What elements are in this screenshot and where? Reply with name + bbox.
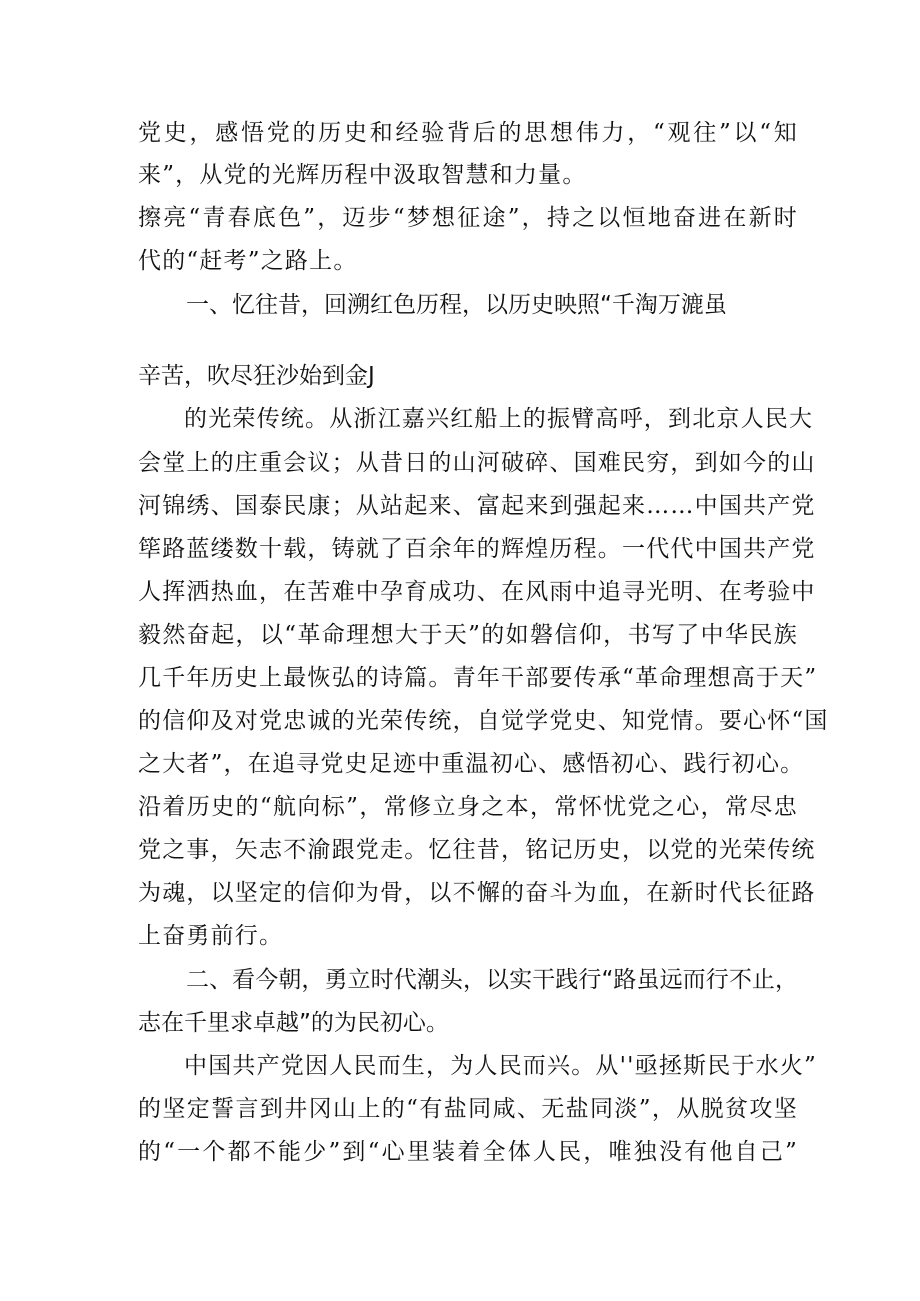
body-text-line: 党之事，矢志不渝跟党走。忆往昔，铭记历史，以党的光荣传统 xyxy=(138,837,816,863)
body-text-line: 来”，从党的光辉历程中汲取智慧和力量。 xyxy=(138,162,587,188)
section-heading: 二、看今朝，勇立时代潮头，以实干践行“路虽远而行不止， xyxy=(186,967,798,993)
body-text-line: 筚路蓝缕数十载，铸就了百余年的辉煌历程。一代代中国共产党 xyxy=(138,536,816,562)
body-text-line: 的坚定誓言到井冈山上的“有盐同咸、无盐同淡”，从脱贫攻坚 xyxy=(138,1096,798,1122)
body-text-line: 代的“赶考”之路上。 xyxy=(138,248,358,274)
body-text-line: 的光荣传统。从浙江嘉兴红船上的振臂高呼，到北京人民大 xyxy=(184,406,814,432)
body-text-line: 会堂上的庄重会议；从昔日的山河破碎、国难民穷，到如今的山 xyxy=(138,450,816,476)
section-heading: 志在千里求卓越”的为民初心。 xyxy=(138,1010,449,1036)
section-heading: 辛苦，吹尽狂沙始到金J xyxy=(138,363,375,389)
section-heading: 一、忆往昔，回溯红色历程，以历史映照“千淘万漉虽 xyxy=(186,292,727,318)
body-text-line: 人挥洒热血，在苦难中孕育成功、在风雨中追寻光明、在考验中 xyxy=(138,579,816,605)
body-text-line: 之大者”，在追寻党史足迹中重温初心、感悟初心、践行初心。 xyxy=(138,751,805,777)
body-text-line: 毅然奋起，以“革命理想大于天”的如磐信仰，书写了中华民族 xyxy=(138,622,798,648)
body-text-line: 河锦绣、国泰民康；从站起来、富起来到强起来……中国共产党 xyxy=(138,493,816,519)
body-text-line: 党史，感悟党的历史和经验背后的思想伟力，“观往”以“知 xyxy=(138,120,798,146)
body-text-line: 中国共产党因人民而生，为人民而兴。从''亟拯斯民于水火” xyxy=(184,1053,818,1079)
body-text-line: 擦亮“青春底色”，迈步“梦想征途”，持之以恒地奋进在新时 xyxy=(138,205,798,231)
body-text-line: 的信仰及对党忠诚的光荣传统，自觉学党史、知党情。要心怀“国 xyxy=(138,708,829,734)
body-text-line: 几千年历史上最恢弘的诗篇。青年干部要传承“革命理想高于天” xyxy=(138,665,818,691)
body-text-line: 的“一个都不能少”到“心里装着全体人民，唯独没有他自己” xyxy=(138,1139,798,1165)
body-text-line: 为魂，以坚定的信仰为骨，以不懈的奋斗为血，在新时代长征路 xyxy=(138,880,816,906)
body-text-line: 上奋勇前行。 xyxy=(138,923,284,949)
body-text-line: 沿着历史的“航向标”，常修立身之本，常怀忧党之心，常尽忠 xyxy=(138,794,798,820)
